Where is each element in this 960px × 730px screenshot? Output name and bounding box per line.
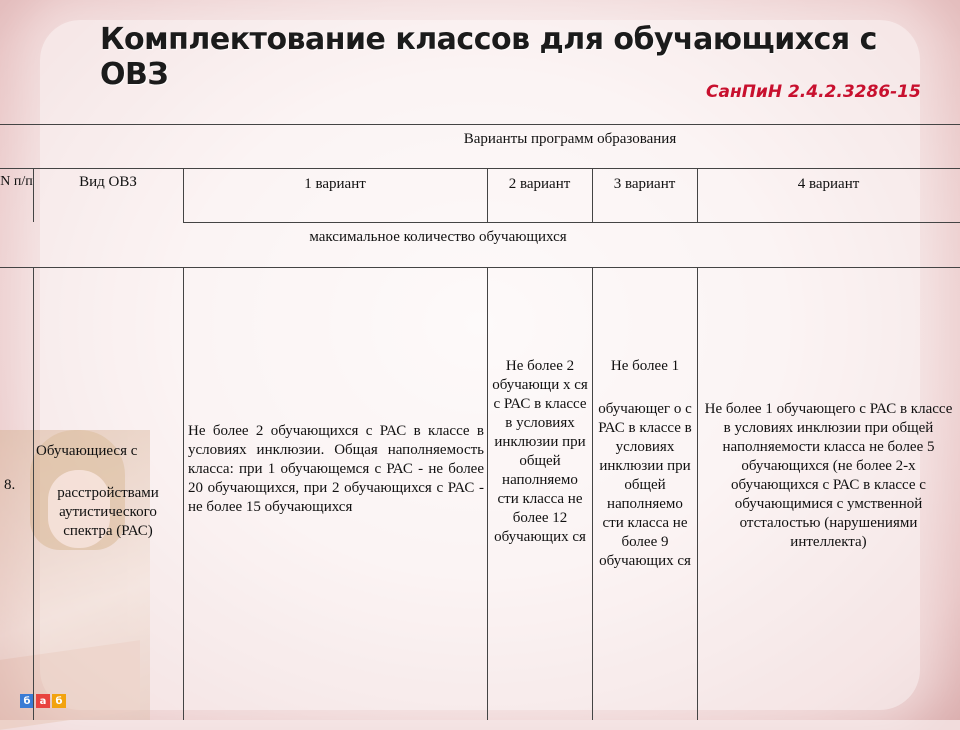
header-variant-3: 3 вариант bbox=[613, 176, 676, 192]
header-program-variants: Варианты программ образования bbox=[463, 131, 677, 147]
header-variant-4: 4 вариант bbox=[797, 176, 860, 192]
row-variant-4: Не более 1 обучающего с РАС в классе в условиях инклюзии при общей наполняемости класса не более 5 обучающихся (не более 2-х обучающихся с РАС в классе с обучающимися с умственной отсталостью (нарушениями интеллекта) bbox=[704, 401, 953, 550]
header-variant-1: 1 вариант bbox=[304, 176, 366, 192]
background-panel bbox=[40, 20, 920, 710]
row-variant-2: Не более 2 обучающи х ся с РАС в классе в условиях инклюзии при общей наполняемо сти класса не более 12 обучающих ся bbox=[492, 358, 588, 545]
letter-block-1: б bbox=[20, 694, 34, 708]
row-ovz-type-line2: расстройствами аутистического спектра (РАС) bbox=[57, 485, 159, 539]
alphabet-blocks bbox=[20, 694, 66, 708]
row-ovz-type-line1: Обучающиеся с bbox=[36, 443, 138, 459]
row-variant-3-line2: обучающег о с РАС в классе в условиях инклюзии при общей наполняемо сти класса не более 9 обучающих ся bbox=[598, 401, 692, 569]
letter-block-3: б bbox=[52, 694, 66, 708]
header-variant-2: 2 вариант bbox=[508, 176, 571, 192]
row-number: 8. bbox=[4, 477, 16, 493]
header-max-students: максимальное количество обучающихся bbox=[309, 229, 567, 245]
row-variant-3-line1: Не более 1 bbox=[610, 358, 680, 374]
slide-title: Комплектование классов для обучающихся с ОВЗ bbox=[100, 22, 877, 92]
child-reading-photo bbox=[0, 430, 150, 720]
row-variant-1: Не более 2 обучающихся с РАС в классе в условиях инклюзии. Общая наполняемость класса: при 1 обучающемся с РАС - не более 20 обучающихся, при 2 обучающихся с РАС - не более 15 обучающихся bbox=[188, 423, 484, 515]
header-number: N п/п bbox=[0, 174, 33, 189]
slide-subtitle: СанПиН 2.4.2.3286-15 bbox=[706, 82, 921, 102]
letter-block-2: а bbox=[36, 694, 50, 708]
photo-book bbox=[0, 640, 140, 730]
header-ovz-type: Вид ОВЗ bbox=[79, 174, 137, 190]
